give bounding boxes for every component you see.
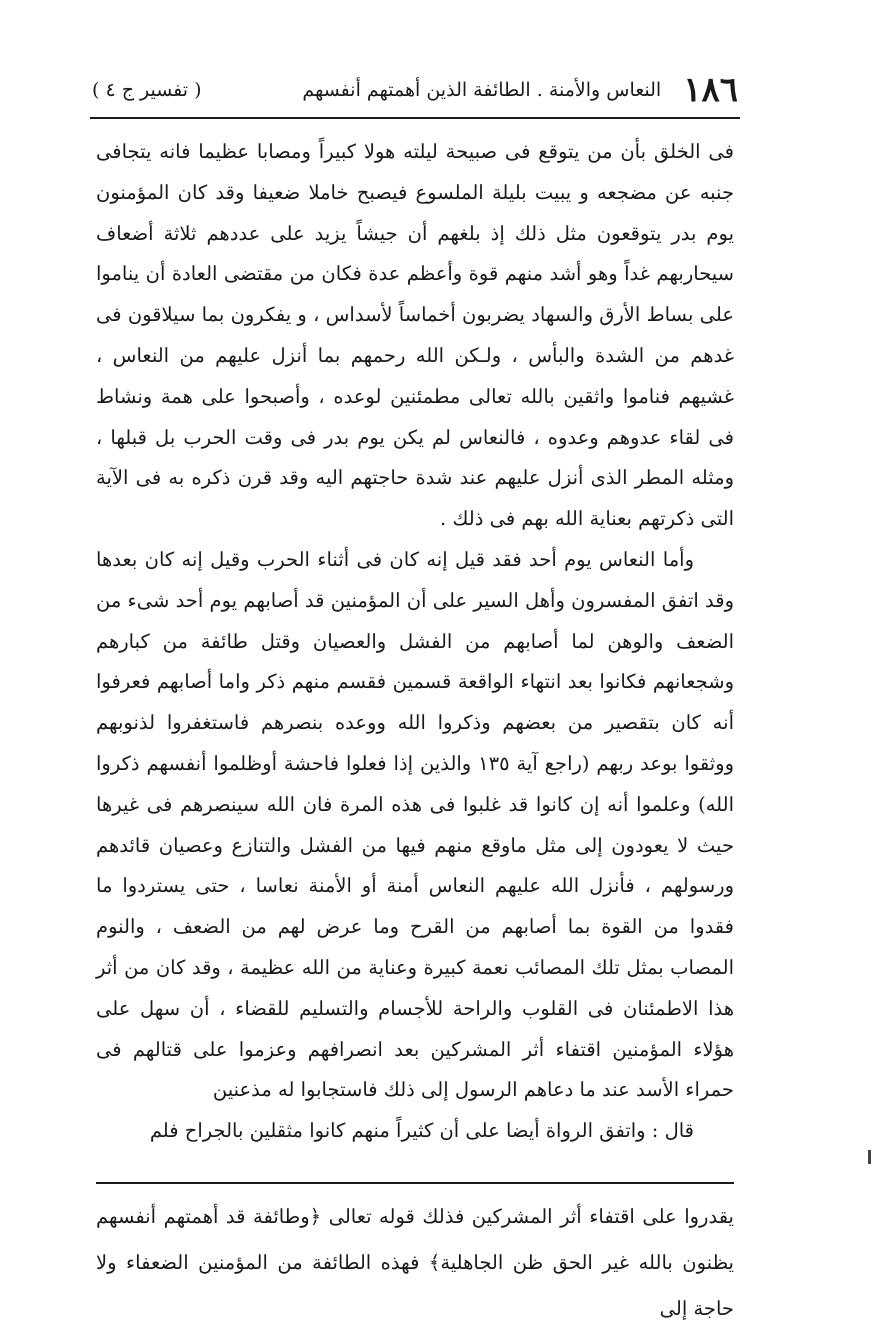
page-header — [92, 66, 738, 114]
paragraph: وأما النعاس يوم أحد فقد قيل إنه كان فى أثناء الحرب وقيل إنه كان بعدها وقد اتفق المفسرون وأهل السير على أن المؤمنين قد أصابهم يوم أحد شىء من الضعف والوهن لما أصابهم من الفشل والعصيان وقتل طائفة من كبارهم وشجعانهم فكانوا بعد انتهاء الواقعة قسمين فقسم منهم ذكر واما أصابهم فعرفوا أنه كان بتقصير من بعضهم وذكروا الله ووعده بنصرهم فاستغفروا لذنوبهم ووثقوا بوعد ربهم (راجع آية ١٣٥ والذين إذا فعلوا فاحشة أوظلموا أنفسهم ذكروا الله) وعلموا أنه إن كانوا قد غلبوا فى هذه المرة فان الله سينصرهم فى غيرها حيث لا يعودون إلى مثل ماوقع منهم فيها من الفشل والتنازع وعصيان قائدهم ورسولهم ، فأنزل الله عليهم النعاس أمنة أو الأمنة نعاسا ، حتى يستردوا ما فقدوا من القوة بما أصابهم من القرح وما عرض لهم من الضعف ، والنوم المصاب بمثل تلك المصائب نعمة كبيرة وعناية من الله عظيمة ، وقد كان من أثر هذا الاطمئنان فى القلوب والراحة للأجسام والتسليم للقضاء ، أن سهل على هؤلاء المؤمنين اقتفاء أثر المشركين بعد انصرافهم وعزموا على قتالهم فى حمراء الأسد عند ما دعاهم الرسول إلى ذلك فاستجابوا له مذعنين — [96, 547, 734, 1102]
book-title: ( تفسير ج ٤ ) — [92, 79, 202, 101]
page-number: ١٨٦ — [683, 70, 738, 110]
margin-mark — [868, 1150, 871, 1164]
footnote-text: يقدروا على اقتفاء أثر المشركين فذلك قوله تعالى ﴿وطائفة قد أهمتهم أنفسهم يظنون بالله غير الحق ظن الجاهلية﴾ فهذه الطائفة من المؤمنين الضعفاء ولا حاجة إلى — [96, 1205, 734, 1320]
footnote — [96, 1194, 734, 1332]
body-text — [96, 132, 734, 1152]
paragraph: فى الخلق بأن من يتوقع فى صبيحة ليلته هولا كبيراً ومصابا عظيما فانه يتجافى جنبه عن مضجعه و يبيت بليلة الملسوع فيصبح خاملا ضعيفا وقد كان المؤمنون يوم بدر يتوقعون مثل ذلك إذ بلغهم أن جيشاً يزيد على عددهم ثلاثة أضعاف سيحاربهم غداً وهو أشد منهم قوة وأعظم عدة فكان من مقتضى العادة أن يناموا على بساط الأرق والسهاد يضربون أخماساً لأسداس ، و يفكرون بما سيلاقون فى غدهم من الشدة والبأس ، ولـكن الله رحمهم بما أنزل عليهم من النعاس ، غشيهم فناموا واثقين بالله تعالى مطمئنين لوعده ، وأصبحوا على همة ونشاط فى لقاء عدوهم وعدوه ، فالنعاس لم يكن يوم بدر فى وقت الحرب بل قبلها ، ومثله المطر الذى أنزل عليهم عند شدة حاجتهم اليه وقد قرن ذكره به فى الآية التى ذكرتهم بعناية الله بهم فى ذلك . — [96, 140, 734, 531]
paragraph: قال : واتفق الرواة أيضا على أن كثيراً منهم كانوا مثقلين بالجراح فلم — [149, 1119, 694, 1143]
header-rule — [90, 117, 740, 119]
running-title: النعاس والأمنة . الطائفة الذين أهمتهم أنفسهم — [302, 79, 662, 101]
footnote-rule — [96, 1182, 734, 1184]
